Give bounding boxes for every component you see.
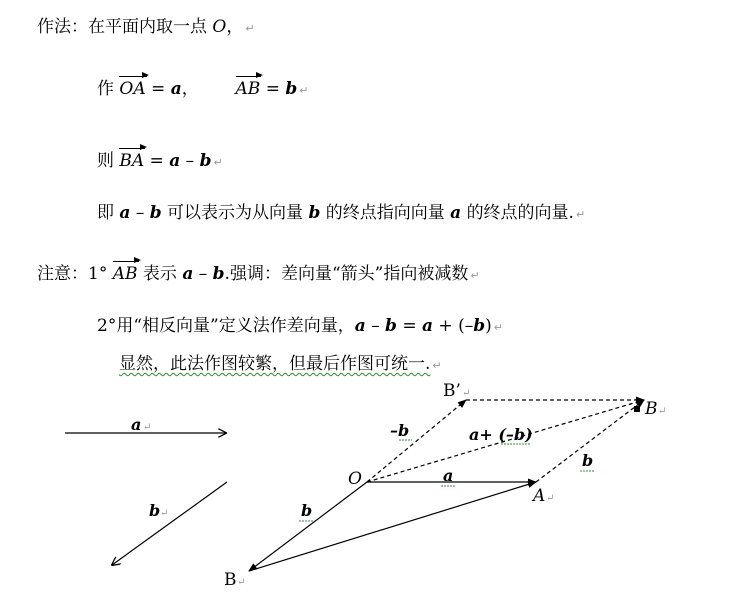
note1-minus: – xyxy=(193,264,213,284)
meaning-a: a xyxy=(119,203,131,223)
note2-a: a xyxy=(354,316,366,336)
vector-ba-arrow xyxy=(249,482,536,571)
meaning-text3: 的终点的向量. xyxy=(466,203,574,223)
vector-a-bfar-label: b xyxy=(582,451,594,470)
meaning-prefix: 即 xyxy=(97,203,114,223)
vector-sum-label: a+ (–b) xyxy=(469,425,533,444)
method-text: 在平面内取一点 xyxy=(88,17,207,37)
point-a-label: A xyxy=(533,486,546,506)
meaning-minus: – xyxy=(130,203,150,223)
paragraph-mark-icon: ↵ xyxy=(658,406,667,417)
meaning-b2: b xyxy=(308,203,321,223)
note2-comma: ， xyxy=(337,316,355,336)
meaning-b: b xyxy=(149,203,162,223)
vector-neg-b-label: –b xyxy=(390,421,410,440)
then-b: b xyxy=(199,151,212,171)
meaning-a2: a xyxy=(450,203,462,223)
method-label: 作法： xyxy=(37,17,88,37)
meaning-text2: 的终点指向向量 xyxy=(325,203,445,223)
note1-num: 1° xyxy=(88,264,108,284)
paragraph-mark-icon: ↵ xyxy=(299,84,309,97)
equals-1: = xyxy=(145,79,171,99)
note1-b: b xyxy=(212,264,225,284)
paragraph-mark-icon: ↵ xyxy=(575,208,586,221)
method-end: ， xyxy=(226,17,244,37)
then-minus: – xyxy=(180,151,200,171)
vector-ab: AB xyxy=(235,79,261,99)
construct-comma: ， xyxy=(181,79,199,99)
paragraph-mark-icon: ↵ xyxy=(213,156,223,169)
note2-minus: – xyxy=(365,316,386,336)
note2-b2: b xyxy=(473,316,486,336)
paragraph-mark-icon: ↵ xyxy=(245,22,255,35)
then-a: a xyxy=(169,151,181,171)
note2-num: 2° xyxy=(97,316,117,336)
vector-oa: OA xyxy=(119,79,146,99)
note-label: 注意： xyxy=(37,264,88,284)
point-bfar-label: B xyxy=(645,399,658,419)
then-equals: = xyxy=(144,151,170,171)
note3-text: 显然，此法作图较繁，但最后作图可统一. xyxy=(119,354,431,374)
note2-eq: = xyxy=(396,316,422,336)
note2-plus: + (– xyxy=(433,316,474,336)
anchor-square-icon xyxy=(634,406,640,412)
point-o-label: O xyxy=(348,469,362,489)
equals-2: = xyxy=(260,79,286,99)
then-prefix: 则 xyxy=(97,151,114,171)
value-a: a xyxy=(170,79,182,99)
note2-close: ) xyxy=(485,316,492,336)
paragraph-mark-icon: ↵ xyxy=(470,269,480,282)
meaning-text1: 可以表示为从向量 xyxy=(167,203,304,223)
point-o: O xyxy=(212,17,227,37)
vector-ob-arrow xyxy=(249,482,367,571)
construct-prefix: 作 xyxy=(97,79,114,99)
note1-text2: .强调：差向量“箭头”指向被减数 xyxy=(224,264,469,284)
point-b-label: B xyxy=(224,570,237,590)
paragraph-mark-icon: ↵ xyxy=(432,359,442,372)
point-bprime-label: B’ xyxy=(443,381,461,401)
paragraph-mark-icon: ↵ xyxy=(462,388,471,399)
paragraph-mark-icon: ↵ xyxy=(546,493,555,504)
note1-vector-ab: AB xyxy=(112,264,138,284)
note2-a2: a xyxy=(422,316,434,336)
paragraph-mark-icon: ↵ xyxy=(237,577,246,588)
vector-ob-label: b xyxy=(301,501,313,520)
note1-text1: 表示 xyxy=(142,264,177,284)
free-vector-a-label: a xyxy=(131,415,142,434)
vector-oa-label: a xyxy=(443,466,454,485)
paragraph-mark-icon: ↵ xyxy=(143,422,152,433)
vector-ba: BA xyxy=(119,151,145,171)
paragraph-mark-icon: ↵ xyxy=(160,508,169,519)
note2-b: b xyxy=(385,316,397,336)
note2-text1: 用“相反向量”定义法作差向量 xyxy=(116,316,338,336)
value-b: b xyxy=(285,79,298,99)
free-vector-b-arrow xyxy=(112,482,227,565)
note1-a: a xyxy=(182,264,194,284)
paragraph-mark-icon: ↵ xyxy=(493,321,503,334)
free-vector-b-label: b xyxy=(149,501,161,520)
